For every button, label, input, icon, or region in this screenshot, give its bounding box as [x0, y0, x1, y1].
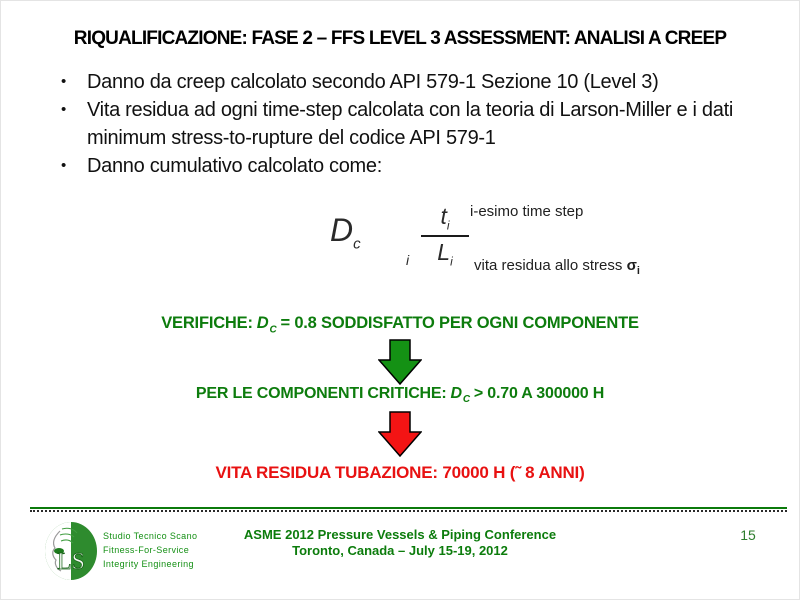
company-line: Studio Tecnico Scano	[103, 531, 198, 541]
bullet-icon: •	[61, 73, 66, 90]
sigma-subscript: i	[636, 265, 640, 277]
formula-fraction	[421, 203, 469, 268]
numerator-annotation: i-esimo time step	[470, 203, 584, 220]
down-arrow-red-icon	[378, 411, 422, 457]
bullet-text: Danno da creep calcolato secondo API 579-1 Sezione 10 (Level 3)	[87, 71, 659, 93]
check1-variable: $D_C$	[256, 314, 277, 336]
list-item	[58, 68, 750, 96]
conference-footer	[200, 527, 600, 559]
company-line: Fitness-For-Service	[103, 545, 190, 555]
company-name-block	[103, 529, 197, 571]
check2-variable: $D_C$	[450, 385, 470, 406]
divider-line	[30, 507, 787, 512]
check1-prefix: VERIFICHE:	[161, 314, 253, 332]
formula-denominator	[421, 237, 469, 269]
denominator-annotation	[474, 257, 640, 277]
denominator-annotation-text: vita residua allo stress	[474, 257, 623, 274]
slide-number: 15	[740, 527, 756, 543]
bullet-list	[58, 68, 750, 180]
bullet-icon: •	[61, 157, 66, 174]
list-item	[58, 152, 750, 180]
formula-var-L-subscript: i	[450, 254, 453, 269]
down-arrow-green-icon	[378, 339, 422, 385]
check-statement-critical-components	[0, 385, 800, 405]
formula-var-D-subscript: c	[353, 235, 361, 253]
formula-var-D: D	[330, 212, 354, 248]
page-title: RIQUALIFICAZIONE: FASE 2 – FFS LEVEL 3 ASSESSMENT: ANALISI A CREEP	[73, 28, 727, 49]
bullet-icon: •	[61, 101, 66, 118]
bullet-text: Danno cumulativo calcolato come:	[87, 155, 382, 177]
formula-sum-index: i	[406, 252, 410, 268]
formula-var-L: L	[437, 238, 451, 265]
logo-monogram: LS	[56, 549, 86, 575]
check2-prefix: PER LE COMPONENTI CRITICHE:	[195, 385, 447, 402]
result-statement: VITA RESIDUA TUBAZIONE: 70000 H (˜ 8 ANNI)	[215, 463, 585, 482]
conference-name: ASME 2012 Pressure Vessels & Piping Conference	[243, 527, 557, 542]
check2-condition: > 0.70 A 300000 H	[473, 385, 605, 402]
check-statement-all-components	[0, 314, 800, 335]
formula-var-t-subscript: i	[446, 218, 450, 233]
bullet-text: Vita residua ad ogni time-step calcolata con la teoria di Larson-Miller e i dati minimum stress-to-rupture del codice API 579-1	[87, 99, 733, 149]
formula-var-t: t	[440, 203, 447, 229]
list-item	[58, 96, 750, 152]
divider-green-rule	[30, 507, 787, 509]
conference-location-date: Toronto, Canada – July 15-19, 2012	[292, 543, 508, 558]
check1-condition: = 0.8 SODDISFATTO PER OGNI COMPONENTE	[280, 314, 639, 332]
divider-dotted-rule	[30, 510, 787, 512]
sigma-symbol: σ	[626, 257, 637, 274]
company-logo	[44, 521, 98, 583]
formula-numerator	[421, 203, 469, 237]
formula-damage-variable	[330, 212, 361, 252]
company-line: Integrity Engineering	[103, 559, 194, 569]
